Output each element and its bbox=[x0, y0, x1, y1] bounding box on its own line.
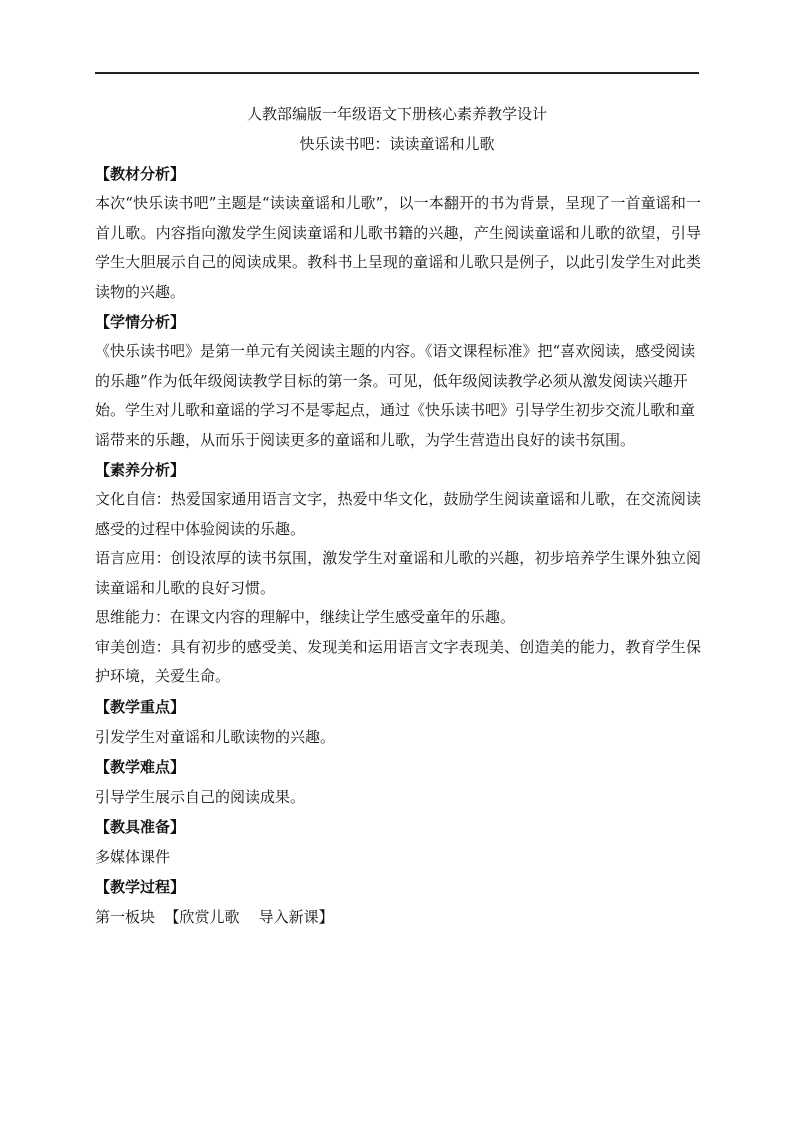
text-difficulty: 引导学生展示自己的阅读成果。 bbox=[95, 787, 306, 806]
paragraph-aesthetic: 审美创造：具有初步的感受美、发现美和运用语言文字表现美、创造美的能力，教育学生保护环境，关爱生命。 bbox=[95, 637, 701, 685]
heading-materials: 【教材分析】 bbox=[95, 165, 186, 183]
paragraph-thinking: 思维能力：在课文内容的理解中，继续让学生感受童年的乐趣。 bbox=[95, 608, 516, 626]
heading-difficulty: 【教学难点】 bbox=[95, 757, 186, 776]
heading-process: 【教学过程】 bbox=[95, 877, 186, 896]
text-focus: 引发学生对童谣和儿歌读物的兴趣。 bbox=[95, 727, 336, 746]
document-title: 人教部编版一年级语文下册核心素养教学设计 bbox=[246, 105, 547, 123]
heading-literacy: 【素养分析】 bbox=[95, 461, 186, 479]
paragraph-students: 《快乐读书吧》是第一单元有关阅读主题的内容。《语文课程标准》把“喜欢阅读，感受阅读的乐趣”作为低年级阅读教学目标的第一条。可见，低年级阅读教学必须从激发阅读兴趣开始。学生对儿歌和童谣的学习不是零起点，通过《快乐读书吧》引导学生初步交流儿歌和童谣带来的乐趣，从而乐于阅读更多的童谣和儿歌，为学生营造出良好的读书氛围。 bbox=[95, 342, 696, 449]
text-tools: 多媒体课件 bbox=[95, 847, 171, 866]
heading-tools: 【教具准备】 bbox=[95, 817, 186, 836]
document-subtitle: 快乐读书吧：读读童谣和儿歌 bbox=[299, 135, 495, 153]
paragraph-culture: 文化自信：热爱国家通用语言文字，热爱中华文化，鼓励学生阅读童谣和儿歌，在交流阅读感受的过程中体验阅读的乐趣。 bbox=[95, 490, 701, 538]
paragraph-language: 语言应用：创设浓厚的读书氛围，激发学生对童谣和儿歌的兴趣，初步培养学生课外独立阅读童谣和儿歌的良好习惯。 bbox=[95, 549, 701, 597]
document-body bbox=[95, 159, 701, 932]
heading-students: 【学情分析】 bbox=[95, 313, 186, 331]
heading-focus: 【教学重点】 bbox=[95, 697, 186, 716]
header-rule bbox=[95, 72, 699, 74]
text-process-block1: 第一板块 【欣赏儿歌 导入新课】 bbox=[95, 907, 334, 926]
paragraph-materials: 本次“快乐读书吧”主题是“读读童谣和儿歌”，以一本翻开的书为背景，呈现了一首童谣和一首儿歌。内容指向激发学生阅读童谣和儿歌书籍的兴趣，产生阅读童谣和儿歌的欲望，引导学生大胆展示自己的阅读成果。教科书上呈现的童谣和儿歌只是例子，以此引发学生对此类读物的兴趣。 bbox=[95, 194, 701, 301]
